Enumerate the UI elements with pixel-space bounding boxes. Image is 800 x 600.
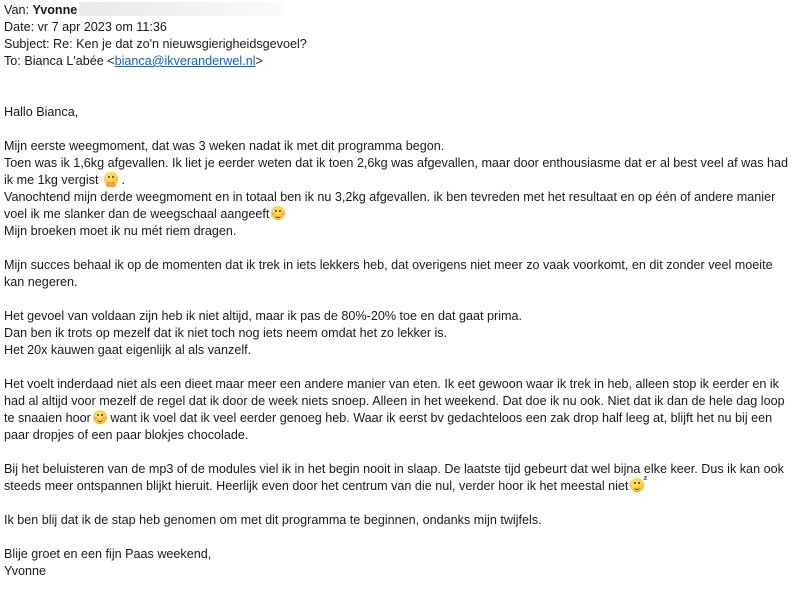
paragraph-text: Het voelt inderdaad niet als een dieet maar meer een andere manier van eten. Ik eet gewoon waar ik trek in heb, alleen stop ik eerder en ik had al altijd voor mezelf de regel dat ik door de week niets snoep. Alleen in het weekend. Dat doe ik nu ook. Niet dat ik dan de hele dag loop te snaaien hoor — [4, 377, 785, 425]
paragraph-text: want ik voel dat ik veel eerder genoeg heb. Waar ik eerst bv gedachteloos een zak drop half leeg at, blijft het nu bij een paar dropjes of een paar blokjes chocolade. — [4, 411, 773, 442]
to-close-bracket: > — [255, 54, 263, 68]
paragraph-diet — [4, 376, 794, 444]
paragraph-feeling — [4, 308, 794, 359]
paragraph-text: Vanochtend mijn derde weegmoment en in totaal ben ik nu 3,2kg afgevallen. ik ben tevreden met het resultaat en op één of andere manier voel — [4, 190, 776, 221]
date-value: vr 7 apr 2023 om 11:36 — [37, 20, 167, 34]
signature-name: Yvonne — [4, 564, 47, 578]
paragraph-glad: Ik ben blij dat ik de stap heb genomen om met dit programma te beginnen, ondanks mijn twijfels. — [4, 513, 542, 527]
smiling-face-with-tongue-icon — [271, 206, 285, 220]
subject-value: Re: Ken je dat zo'n nieuwsgierigheidsgevoel? — [53, 37, 307, 51]
email-message — [4, 2, 794, 597]
paragraph-text: ik me slanker dan de weegschaal aangeeft — [30, 207, 270, 221]
to-email-link[interactable]: bianca@ikveranderwel.nl — [114, 54, 256, 68]
paragraph-text: . — [121, 173, 125, 187]
paragraph-success: Mijn succes behaal ik op de momenten dat ik trek in iets lekkers heb, dat overigens niet meer zo vaak voorkomt, en dit zonder veel moeite kan negeren. — [4, 258, 773, 289]
paragraph-line: Het 20x kauwen gaat eigenlijk al als vanzelf. — [4, 343, 252, 357]
greeting: Hallo Bianca, — [4, 105, 79, 119]
to-label: To: — [4, 54, 21, 68]
from-name: Yvonne — [32, 3, 78, 17]
closing-line: Blije groet en een fijn Paas weekend, — [4, 547, 212, 561]
paragraph-line — [4, 155, 794, 189]
paragraph-line: Dan ben ik trots op mezelf dat ik niet toch nog iets neem omdat het zo lekker is. — [4, 326, 448, 340]
redacted-surname-bar — [79, 2, 284, 16]
header-spacer — [4, 70, 794, 104]
paragraph-mp3 — [4, 461, 794, 495]
closing — [4, 546, 794, 580]
sleeping-face-icon: z — [630, 478, 644, 492]
to-name: Bianca L'abée < — [24, 54, 115, 68]
subject-line — [4, 36, 794, 53]
paragraph-line — [4, 189, 794, 223]
subject-label: Subject: — [4, 37, 50, 51]
from-label: Van: — [4, 3, 29, 17]
paragraph-line: Mijn eerste weegmoment, dat was 3 weken nadat ik met dit programma begon. — [4, 139, 445, 153]
grinning-face-with-smiling-eyes-icon — [93, 410, 107, 424]
paragraph-text: 1kg vergist — [37, 173, 99, 187]
to-line — [4, 53, 794, 70]
from-line — [4, 2, 794, 19]
date-line — [4, 19, 794, 36]
smiling-face-with-hand-over-mouth-icon — [104, 172, 118, 186]
paragraph-text: Bij het beluisteren van de mp3 of de modules viel ik in het begin nooit in slaap. De laatste tijd gebeurt dat wel bijna elke keer. Dus ik kan ook steeds meer ontspannen blijkt hieruit. Heerlijk even door het centrum van die nul, verder hoor ik het meestal niet — [4, 462, 784, 493]
paragraph-text: Toen was ik 1,6kg afgevallen. Ik liet je eerder weten dat ik toen 2,6kg was afgevallen, maar door enthousiasme dat er al best veel af was had ik me — [4, 156, 789, 187]
paragraph-line: Mijn broeken moet ik nu mét riem dragen. — [4, 224, 237, 238]
paragraph-line: Het gevoel van voldaan zijn heb ik niet altijd, maar ik pas de 80%-20% toe en dat gaat prima. — [4, 309, 523, 323]
date-label: Date: — [4, 20, 35, 34]
paragraph-weighing — [4, 138, 794, 240]
